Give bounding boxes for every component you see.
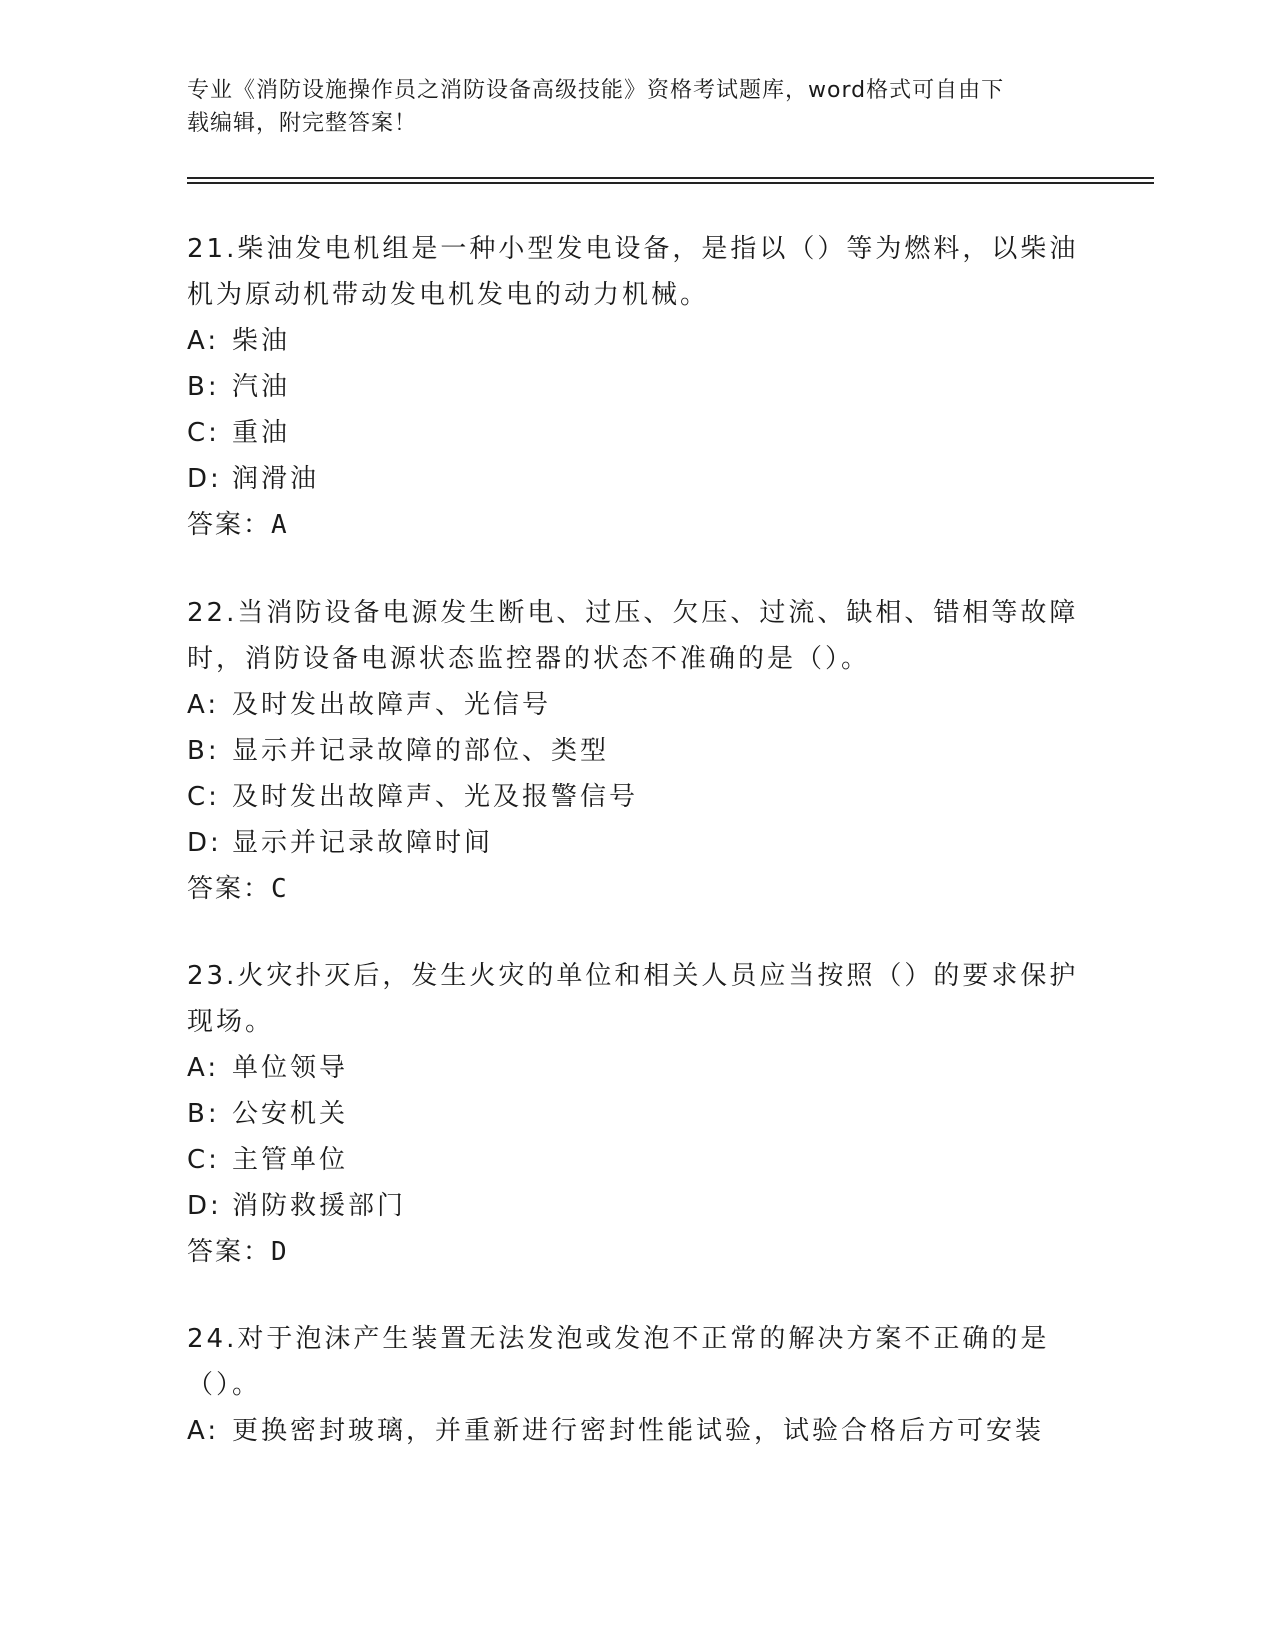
answer-value: D bbox=[271, 1237, 289, 1267]
option-a bbox=[187, 682, 1087, 728]
question-stem: 24.对于泡沫产生装置无法发泡或发泡不正常的解决方案不正确的是（）。 bbox=[187, 1324, 1050, 1400]
option-c bbox=[187, 1137, 1087, 1183]
option-b bbox=[187, 1091, 1087, 1137]
option-letter: D: bbox=[187, 464, 222, 494]
answer-label: 答案： bbox=[187, 1237, 272, 1267]
answer-value: A bbox=[271, 510, 289, 540]
question-24 bbox=[187, 1316, 1087, 1454]
option-text: 显示并记录故障的部位、类型 bbox=[232, 736, 610, 766]
option-letter: B: bbox=[187, 372, 220, 402]
header-line-2: 载编辑，附完整答案！ bbox=[187, 111, 418, 136]
option-text: 主管单位 bbox=[232, 1145, 349, 1175]
question-22 bbox=[187, 590, 1087, 912]
option-text: 消防救援部门 bbox=[232, 1191, 407, 1221]
option-b bbox=[187, 364, 1087, 410]
option-letter: A: bbox=[187, 1416, 220, 1446]
option-letter: D: bbox=[187, 1191, 222, 1221]
option-c bbox=[187, 774, 1087, 820]
option-text: 更换密封玻璃，并重新进行密封性能试验，试验合格后方可安装 bbox=[232, 1416, 1045, 1446]
option-letter: C: bbox=[187, 782, 220, 812]
question-stem: 21.柴油发电机组是一种小型发电设备，是指以（）等为燃料，以柴油机为原动机带动发电机发电的动力机械。 bbox=[187, 234, 1079, 310]
header-line-1: 专业《消防设施操作员之消防设备高级技能》资格考试题库，word格式可自由下 bbox=[187, 78, 1005, 103]
answer-label: 答案： bbox=[187, 510, 272, 540]
answer-value: C bbox=[271, 874, 289, 904]
answer bbox=[187, 866, 1087, 912]
option-text: 显示并记录故障时间 bbox=[232, 828, 494, 858]
question-stem: 23.火灾扑灭后，发生火灾的单位和相关人员应当按照（）的要求保护现场。 bbox=[187, 961, 1079, 1037]
option-a bbox=[187, 1045, 1087, 1091]
page-header bbox=[187, 74, 1067, 140]
option-letter: B: bbox=[187, 736, 220, 766]
question-23 bbox=[187, 953, 1087, 1275]
question-stem: 22.当消防设备电源发生断电、过压、欠压、过流、缺相、错相等故障时，消防设备电源状态监控器的状态不准确的是（）。 bbox=[187, 598, 1079, 674]
question-21 bbox=[187, 226, 1087, 548]
option-a bbox=[187, 318, 1087, 364]
option-a bbox=[187, 1408, 1087, 1454]
option-text: 汽油 bbox=[232, 372, 291, 402]
option-letter: A: bbox=[187, 690, 220, 720]
option-b bbox=[187, 728, 1087, 774]
option-text: 及时发出故障声、光及报警信号 bbox=[232, 782, 639, 812]
header-divider-top bbox=[187, 177, 1154, 179]
option-text: 柴油 bbox=[232, 326, 291, 356]
option-d bbox=[187, 1183, 1087, 1229]
option-letter: A: bbox=[187, 326, 220, 356]
option-c bbox=[187, 410, 1087, 456]
option-text: 及时发出故障声、光信号 bbox=[232, 690, 552, 720]
option-letter: A: bbox=[187, 1053, 220, 1083]
option-text: 单位领导 bbox=[232, 1053, 349, 1083]
option-text: 润滑油 bbox=[232, 464, 320, 494]
option-letter: C: bbox=[187, 1145, 220, 1175]
option-d bbox=[187, 820, 1087, 866]
answer-label: 答案： bbox=[187, 874, 272, 904]
answer bbox=[187, 1229, 1087, 1275]
answer bbox=[187, 502, 1087, 548]
header-divider-bottom bbox=[187, 182, 1154, 184]
option-text: 公安机关 bbox=[232, 1099, 349, 1129]
option-letter: C: bbox=[187, 418, 220, 448]
option-letter: D: bbox=[187, 828, 222, 858]
option-letter: B: bbox=[187, 1099, 220, 1129]
option-text: 重油 bbox=[232, 418, 291, 448]
option-d bbox=[187, 456, 1087, 502]
